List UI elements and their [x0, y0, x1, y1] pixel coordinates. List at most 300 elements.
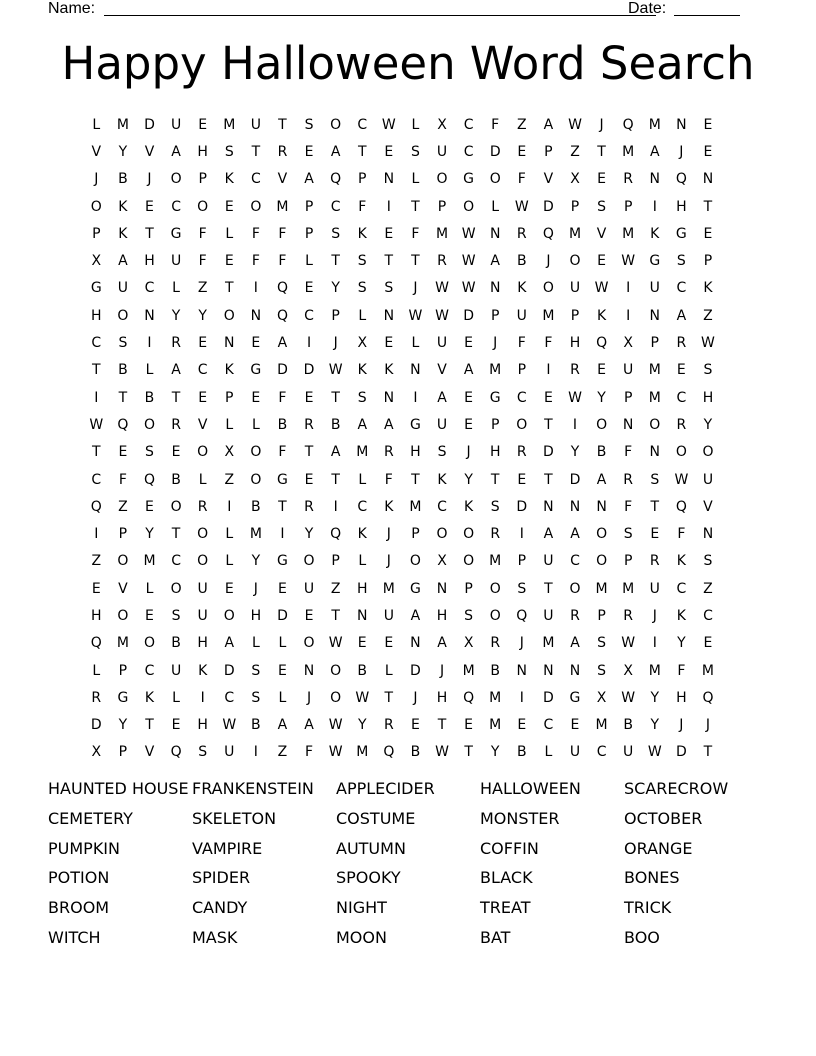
grid-letter: C: [570, 553, 580, 570]
grid-letter: E: [145, 498, 154, 515]
grid-letter: C: [676, 580, 687, 597]
grid-letter: T: [384, 253, 394, 270]
grid-letter: U: [623, 362, 634, 379]
grid-letter: G: [409, 580, 421, 597]
grid-letter: P: [118, 744, 128, 761]
grid-letter: E: [224, 580, 234, 597]
word-list-item: MASK: [192, 927, 238, 947]
grid-letter: T: [544, 580, 553, 597]
grid-row: [83, 411, 743, 438]
grid-letter: J: [599, 116, 604, 133]
grid-letter: O: [117, 553, 129, 570]
grid-letter: R: [490, 635, 501, 652]
word-list-item: SPOOKY: [336, 868, 401, 888]
grid-letter: Q: [675, 498, 687, 515]
grid-letter: G: [277, 553, 288, 570]
grid-letter: G: [117, 689, 129, 706]
grid-letter: A: [277, 717, 288, 734]
grid-letter: S: [357, 389, 367, 406]
grid-letter: N: [543, 662, 554, 679]
grid-letter: U: [543, 607, 554, 624]
grid-letter: O: [463, 198, 475, 215]
grid-letter: Z: [330, 580, 341, 597]
grid-letter: A: [463, 362, 474, 379]
grid-letter: N: [596, 498, 607, 515]
grid-letter: C: [171, 553, 181, 570]
grid-letter: C: [463, 116, 474, 133]
grid-letter: S: [597, 198, 607, 215]
grid-letter: Y: [118, 143, 128, 160]
grid-letter: T: [703, 744, 713, 761]
grid-row: [83, 548, 743, 575]
grid-letter: O: [250, 444, 262, 461]
grid-letter: F: [384, 471, 393, 488]
grid-letter: N: [569, 498, 581, 515]
grid-letter: Y: [331, 280, 340, 297]
grid-row: [83, 302, 743, 329]
grid-letter: X: [623, 335, 633, 352]
grid-letter: Z: [570, 143, 580, 160]
grid-letter: A: [171, 362, 181, 379]
grid-letter: O: [223, 307, 235, 324]
grid-letter: J: [386, 526, 391, 543]
grid-letter: T: [224, 280, 234, 297]
grid-letter: Y: [677, 635, 686, 652]
grid-letter: E: [543, 389, 553, 406]
letter-grid: [83, 111, 743, 766]
grid-letter: Y: [650, 717, 660, 734]
grid-letter: L: [172, 280, 180, 297]
grid-letter: G: [463, 171, 475, 188]
grid-letter: C: [91, 471, 102, 488]
grid-letter: F: [251, 253, 260, 270]
grid-letter: M: [409, 498, 422, 515]
grid-letter: X: [596, 689, 607, 706]
grid-row: [83, 739, 743, 766]
grid-letter: P: [570, 307, 580, 324]
grid-letter: N: [356, 607, 368, 624]
grid-letter: N: [702, 526, 714, 543]
grid-letter: W: [328, 717, 343, 734]
grid-letter: P: [544, 143, 553, 160]
grid-letter: F: [198, 253, 207, 270]
grid-letter: K: [118, 198, 128, 215]
grid-letter: S: [224, 143, 234, 160]
grid-letter: Y: [145, 526, 154, 543]
grid-letter: S: [517, 580, 527, 597]
grid-letter: E: [464, 416, 474, 433]
grid-letter: M: [622, 225, 635, 242]
grid-letter: E: [703, 225, 713, 242]
grid-letter: N: [702, 171, 714, 188]
grid-letter: O: [117, 307, 129, 324]
grid-letter: P: [331, 553, 340, 570]
grid-letter: P: [118, 526, 128, 543]
grid-letter: O: [596, 553, 608, 570]
grid-letter: M: [143, 553, 156, 570]
grid-letter: U: [170, 253, 182, 270]
grid-letter: I: [94, 526, 99, 543]
grid-letter: N: [144, 307, 155, 324]
grid-letter: R: [171, 335, 181, 352]
grid-letter: J: [253, 580, 258, 597]
grid-letter: N: [250, 307, 262, 324]
grid-row: [83, 357, 743, 384]
grid-letter: U: [170, 662, 182, 679]
grid-letter: A: [543, 116, 554, 133]
grid-letter: L: [92, 116, 101, 133]
grid-letter: Y: [464, 471, 473, 488]
grid-letter: T: [544, 471, 553, 488]
grid-letter: B: [330, 416, 341, 433]
grid-letter: B: [251, 717, 261, 734]
grid-letter: S: [464, 607, 474, 624]
word-list-item: WITCH: [48, 927, 101, 947]
grid-letter: I: [652, 198, 657, 215]
grid-letter: W: [568, 389, 582, 406]
grid-letter: R: [277, 143, 288, 160]
grid-letter: I: [333, 498, 338, 515]
grid-letter: G: [569, 689, 581, 706]
grid-letter: W: [328, 635, 343, 652]
grid-letter: P: [597, 607, 606, 624]
grid-letter: R: [516, 444, 527, 461]
grid-letter: J: [466, 444, 471, 461]
grid-letter: I: [519, 526, 524, 543]
grid-letter: J: [439, 662, 445, 679]
grid-letter: O: [117, 607, 129, 624]
grid-letter: A: [437, 389, 447, 406]
grid-row: [83, 712, 743, 739]
grid-letter: F: [278, 389, 287, 406]
grid-letter: N: [622, 416, 634, 433]
grid-letter: H: [144, 253, 155, 270]
grid-letter: W: [461, 280, 476, 297]
grid-letter: O: [143, 635, 155, 652]
grid-letter: I: [253, 744, 258, 761]
grid-letter: S: [304, 116, 314, 133]
grid-letter: C: [144, 280, 155, 297]
grid-letter: J: [705, 717, 711, 734]
grid-letter: M: [435, 225, 449, 242]
grid-letter: O: [516, 416, 528, 433]
grid-letter: A: [330, 143, 341, 160]
grid-letter: T: [331, 253, 340, 270]
grid-letter: I: [147, 335, 152, 352]
grid-letter: T: [331, 607, 340, 624]
grid-letter: U: [303, 580, 315, 597]
name-blank-line: [104, 15, 656, 16]
grid-letter: C: [250, 171, 261, 188]
grid-letter: A: [118, 253, 128, 270]
grid-letter: P: [517, 553, 527, 570]
grid-letter: A: [171, 143, 181, 160]
grid-letter: A: [304, 717, 314, 734]
grid-letter: E: [570, 717, 580, 734]
grid-letter: R: [197, 498, 208, 515]
grid-letter: H: [676, 198, 687, 215]
grid-letter: E: [464, 717, 474, 734]
grid-letter: G: [250, 362, 262, 379]
grid-letter: F: [411, 225, 420, 242]
grid-letter: N: [383, 389, 395, 406]
grid-letter: J: [546, 253, 551, 270]
grid-letter: M: [356, 744, 369, 761]
grid-letter: H: [197, 143, 208, 160]
grid-letter: E: [703, 635, 713, 652]
grid-letter: O: [675, 444, 687, 461]
grid-letter: T: [384, 689, 394, 706]
grid-letter: A: [277, 335, 288, 352]
grid-letter: M: [116, 635, 129, 652]
grid-letter: E: [410, 717, 420, 734]
grid-letter: O: [463, 526, 475, 543]
grid-letter: Y: [118, 717, 128, 734]
grid-letter: K: [357, 362, 367, 379]
grid-letter: F: [118, 471, 127, 488]
grid-letter: O: [250, 198, 262, 215]
grid-letter: S: [676, 253, 686, 270]
grid-letter: U: [649, 580, 660, 597]
grid-letter: L: [358, 471, 367, 488]
grid-letter: O: [596, 416, 608, 433]
grid-letter: P: [623, 198, 633, 215]
grid-letter: E: [251, 389, 261, 406]
grid-letter: C: [357, 116, 368, 133]
grid-letter: T: [703, 198, 713, 215]
grid-letter: O: [330, 116, 342, 133]
grid-letter: F: [278, 225, 287, 242]
grid-letter: P: [304, 225, 314, 242]
grid-letter: O: [197, 526, 209, 543]
grid-letter: H: [197, 717, 208, 734]
grid-letter: D: [675, 744, 687, 761]
grid-letter: O: [649, 416, 661, 433]
grid-letter: L: [544, 744, 553, 761]
grid-letter: P: [490, 416, 500, 433]
grid-letter: G: [277, 471, 288, 488]
grid-letter: V: [543, 171, 554, 188]
grid-letter: O: [702, 444, 714, 461]
grid-letter: O: [250, 471, 262, 488]
grid-letter: U: [702, 471, 714, 488]
word-list-item: MOON: [336, 927, 387, 947]
grid-letter: X: [570, 171, 580, 188]
grid-row: [83, 466, 743, 493]
grid-letter: A: [437, 635, 447, 652]
grid-letter: R: [623, 171, 634, 188]
grid-letter: I: [200, 689, 205, 706]
grid-row: [83, 384, 743, 411]
grid-letter: K: [224, 171, 234, 188]
grid-letter: E: [517, 717, 527, 734]
grid-letter: O: [596, 526, 608, 543]
grid-letter: M: [542, 307, 555, 324]
grid-letter: D: [489, 143, 501, 160]
grid-letter: H: [91, 307, 102, 324]
grid-letter: D: [303, 362, 315, 379]
grid-letter: B: [516, 744, 527, 761]
grid-letter: F: [251, 225, 260, 242]
grid-letter: M: [568, 225, 582, 242]
grid-letter: M: [701, 662, 714, 679]
word-list-item: SPIDER: [192, 868, 251, 888]
grid-letter: U: [569, 280, 581, 297]
grid-letter: C: [596, 744, 607, 761]
grid-letter: B: [171, 471, 181, 488]
grid-letter: L: [358, 553, 367, 570]
grid-letter: G: [90, 280, 102, 297]
word-list-item: BROOM: [48, 898, 110, 918]
grid-letter: T: [278, 116, 287, 133]
grid-letter: D: [90, 717, 102, 734]
grid-letter: O: [197, 444, 209, 461]
grid-letter: L: [92, 662, 101, 679]
grid-letter: M: [648, 116, 661, 133]
grid-letter: Z: [277, 744, 288, 761]
grid-letter: O: [489, 607, 501, 624]
grid-letter: K: [596, 307, 607, 324]
grid-letter: F: [624, 444, 633, 461]
grid-letter: E: [171, 444, 181, 461]
grid-letter: P: [570, 198, 580, 215]
date-label: Date:: [628, 0, 667, 17]
grid-letter: J: [413, 280, 418, 297]
grid-letter: M: [595, 717, 608, 734]
grid-letter: A: [543, 526, 554, 543]
grid-letter: P: [623, 553, 633, 570]
grid-letter: B: [144, 389, 155, 406]
grid-row: [83, 329, 743, 356]
grid-letter: R: [623, 471, 634, 488]
grid-letter: M: [542, 635, 555, 652]
grid-letter: S: [357, 253, 367, 270]
word-list-item: HALLOWEEN: [480, 779, 581, 798]
grid-letter: C: [516, 389, 527, 406]
grid-letter: L: [305, 253, 313, 270]
grid-letter: C: [197, 362, 208, 379]
grid-letter: A: [596, 471, 607, 488]
grid-letter: T: [464, 744, 473, 761]
grid-letter: M: [648, 389, 661, 406]
grid-letter: X: [91, 744, 102, 761]
grid-letter: W: [355, 689, 370, 706]
grid-letter: O: [143, 416, 155, 433]
grid-letter: I: [652, 635, 657, 652]
grid-letter: T: [490, 471, 500, 488]
word-list-item: BLACK: [480, 868, 533, 888]
grid-letter: V: [277, 171, 288, 188]
grid-letter: E: [91, 580, 101, 597]
grid-letter: T: [118, 389, 128, 406]
grid-letter: I: [386, 198, 391, 215]
grid-row: [83, 247, 743, 274]
grid-letter: N: [303, 662, 315, 679]
grid-letter: T: [304, 444, 314, 461]
grid-letter: W: [435, 280, 449, 297]
grid-letter: E: [198, 335, 208, 352]
grid-letter: J: [386, 553, 391, 570]
grid-letter: M: [622, 143, 635, 160]
grid-letter: T: [331, 389, 340, 406]
grid-letter: Y: [597, 389, 606, 406]
grid-letter: O: [303, 635, 315, 652]
grid-letter: X: [463, 635, 474, 652]
grid-row: [83, 138, 743, 165]
grid-letter: Q: [276, 307, 288, 324]
grid-row: [83, 520, 743, 547]
grid-letter: K: [198, 662, 208, 679]
grid-letter: K: [357, 225, 367, 242]
grid-letter: O: [489, 580, 501, 597]
grid-letter: L: [358, 307, 367, 324]
grid-letter: R: [490, 526, 501, 543]
grid-letter: P: [437, 198, 447, 215]
grid-letter: M: [116, 116, 129, 133]
grid-letter: Y: [703, 416, 713, 433]
grid-letter: I: [413, 389, 418, 406]
grid-letter: V: [118, 580, 128, 597]
grid-letter: C: [543, 717, 554, 734]
word-list-item: CEMETERY: [48, 808, 133, 828]
grid-letter: Z: [517, 116, 527, 133]
grid-letter: B: [410, 744, 421, 761]
grid-letter: I: [519, 689, 524, 706]
word-list-item: MONSTER: [480, 808, 560, 828]
grid-letter: T: [544, 416, 553, 433]
grid-letter: E: [304, 607, 314, 624]
grid-letter: L: [225, 225, 234, 242]
grid-letter: P: [198, 171, 207, 188]
grid-letter: T: [92, 362, 101, 379]
grid-letter: I: [280, 526, 285, 543]
grid-letter: P: [92, 225, 101, 242]
grid-letter: C: [463, 143, 474, 160]
grid-letter: X: [91, 253, 102, 270]
grid-letter: K: [703, 280, 713, 297]
word-list-item: FRANKENSTEIN: [192, 779, 314, 798]
grid-letter: Q: [675, 171, 687, 188]
grid-letter: J: [519, 635, 524, 652]
grid-letter: Z: [224, 471, 235, 488]
grid-letter: Q: [516, 607, 528, 624]
grid-letter: E: [224, 253, 234, 270]
grid-letter: L: [491, 198, 500, 215]
grid-letter: E: [357, 635, 367, 652]
grid-letter: E: [304, 471, 314, 488]
grid-letter: Y: [304, 526, 314, 543]
grid-letter: V: [144, 143, 155, 160]
grid-letter: I: [546, 362, 551, 379]
grid-letter: F: [305, 744, 314, 761]
grid-letter: V: [197, 416, 208, 433]
grid-letter: A: [570, 635, 580, 652]
grid-letter: Y: [650, 689, 660, 706]
grid-letter: F: [198, 225, 207, 242]
grid-letter: O: [463, 553, 475, 570]
grid-letter: H: [91, 607, 102, 624]
grid-letter: O: [197, 553, 209, 570]
grid-letter: B: [623, 717, 633, 734]
grid-letter: D: [516, 498, 528, 515]
grid-letter: W: [674, 471, 689, 488]
grid-letter: N: [383, 171, 395, 188]
word-list-item: TRICK: [624, 898, 672, 918]
grid-letter: K: [437, 471, 447, 488]
grid-letter: T: [92, 444, 101, 461]
grid-letter: X: [224, 444, 235, 461]
grid-letter: L: [278, 635, 287, 652]
